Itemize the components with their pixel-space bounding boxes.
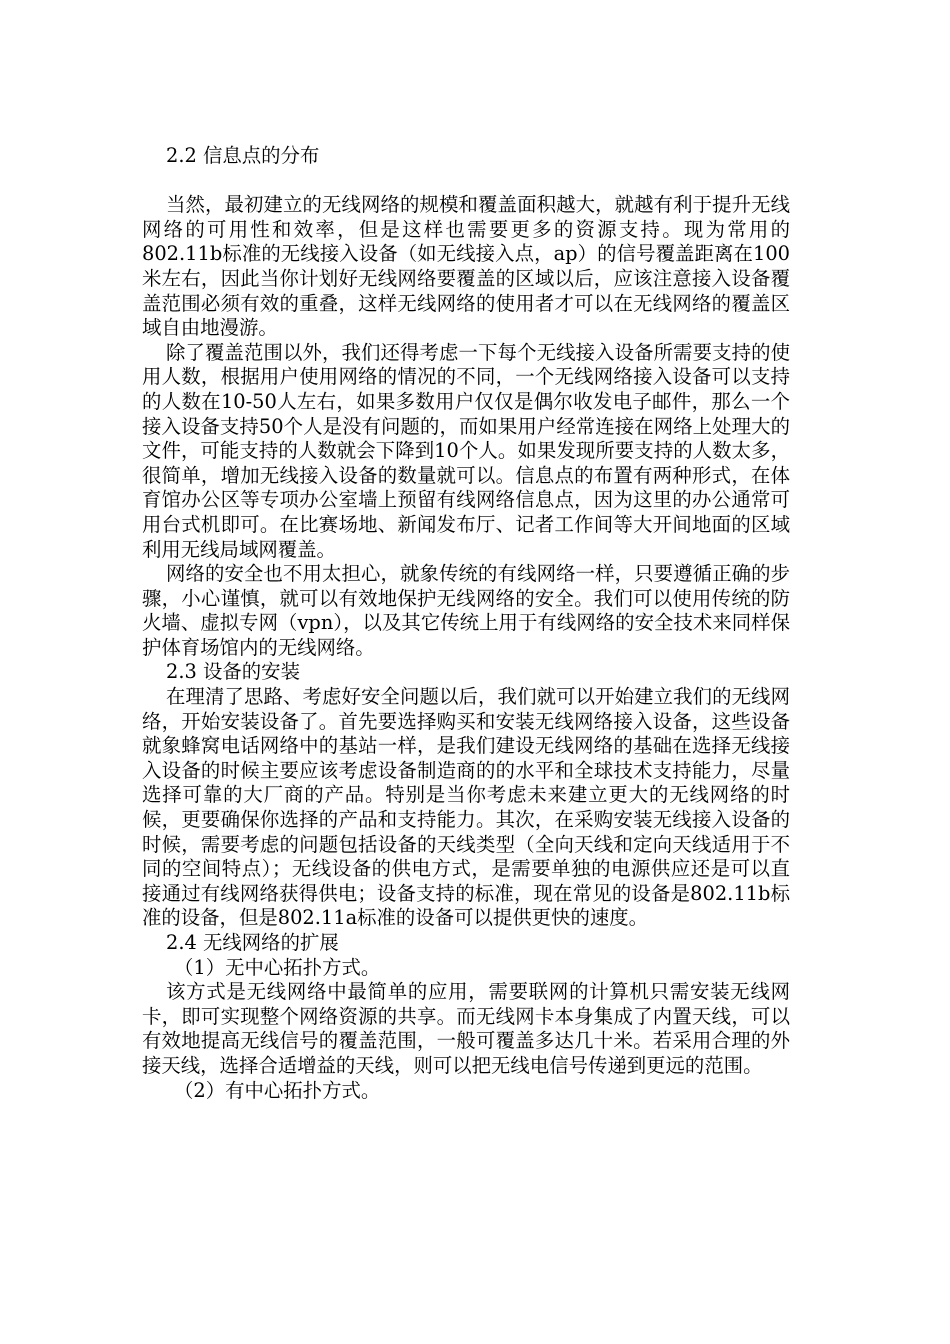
paragraph-no-center-topology: 该方式是无线网络中最简单的应用，需要联网的计算机只需安装无线网卡，即可实现整个网络资源的共享。而无线网卡本身集成了内置天线，可以有效地提高无线信号的覆盖范围，一般可覆盖多达几十米。若采用合理的外接天线，选择合适增益的天线，则可以把无线电信号传递到更远的范围。 bbox=[142, 980, 790, 1077]
section-heading-2-3: 2.3 设备的安装 bbox=[166, 660, 300, 684]
section-heading-2-2: 2.2 信息点的分布 bbox=[166, 144, 320, 167]
document-page bbox=[142, 144, 790, 1103]
paragraph-security: 网络的安全也不用太担心，就象传统的有线网络一样，只要遵循正确的步骤，小心谨慎，就可以有效地保护无线网络的安全。我们可以使用传统的防火墙、虚拟专网（vpn），以及其它传统上用于有线网络的安全技术来同样保护体育场馆内的无线网络。 bbox=[142, 562, 790, 659]
subheading-center-topology: （2）有中心拓扑方式。 bbox=[174, 1078, 381, 1102]
section-heading-2-4: 2.4 无线网络的扩展 bbox=[166, 931, 339, 954]
subheading-no-center-topology: （1）无中心拓扑方式。 bbox=[174, 955, 381, 979]
paragraph-coverage: 当然，最初建立的无线网络的规模和覆盖面积越大，就越有利于提升无线网络的可用性和效率，但是这样也需要更多的资源支持。现为常用的802.11b标准的无线接入设备（如无线接入点，ap）的信号覆盖距离在100米左右，因此当你计划好无线网络要覆盖的区域以后，应该注意接入设备覆盖范围必须有效的重叠，这样无线网络的使用者才可以在无线网络的覆盖区域自由地漫游。 bbox=[142, 193, 790, 340]
paragraph-installation: 在理清了思路、考虑好安全问题以后，我们就可以开始建立我们的无线网络，开始安装设备了。首先要选择购买和安装无线网络接入设备，这些设备就象蜂窝电话网络中的基站一样，是我们建设无线网络的基础在选择无线接入设备的时候主要应该考虑设备制造商的的水平和全球技术支持能力，尽量选择可靠的大厂商的产品。特别是当你考虑未来建立更大的无线网络的时候，更要确保你选择的产品和支持能力。其次，在采购安装无线接入设备的时候，需要考虑的问题包括设备的天线类型（全向天线和定向天线适用于不同的空间特点）；无线设备的供电方式，是需要单独的电源供应还是可以直接通过有线网络获得供电；设备支持的标准，现在常见的设备是802.11b标准的设备，但是802.11a标准的设备可以提供更快的速度。 bbox=[142, 685, 790, 930]
paragraph-user-capacity: 除了覆盖范围以外，我们还得考虑一下每个无线接入设备所需要支持的使用人数，根据用户使用网络的情况的不同，一个无线网络接入设备可以支持的人数在10-50人左右，如果多数用户仅仅是偶尔收发电子邮件，那么一个接入设备支持50个人是没有问题的，而如果用户经常连接在网络上处理大的文件，可能支持的人数就会下降到10个人。如果发现所要支持的人数太多，很简单，增加无线接入设备的数量就可以。信息点的布置有两种形式，在体育馆办公区等专项办公室墙上预留有线网络信息点，因为这里的办公通常可用台式机即可。在比赛场地、新闻发布厅、记者工作间等大开间地面的区域利用无线局域网覆盖。 bbox=[142, 340, 790, 561]
